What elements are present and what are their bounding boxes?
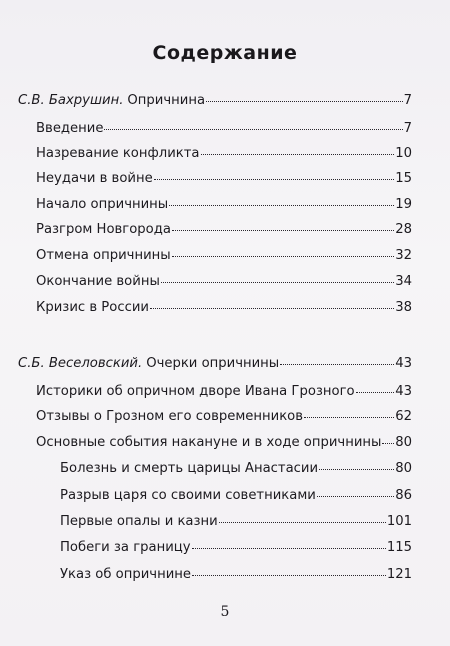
toc-entry <box>36 219 412 239</box>
toc-subentry <box>60 537 412 557</box>
toc-title: Назревание конфликта <box>36 146 200 161</box>
toc-title: Основные события накануне и в ходе опричнины <box>36 435 382 450</box>
toc-author: С.В. Бахрушин. <box>18 93 124 108</box>
dot-leader <box>172 219 394 233</box>
toc-title: Разрыв царя со своими советниками <box>60 488 316 503</box>
toc-title: Кризис в России <box>36 300 149 315</box>
toc-title: Болезнь и смерть царицы Анастасии <box>60 461 319 476</box>
toc-page-number: 7 <box>403 121 412 136</box>
toc-title: Побеги за границу <box>60 540 191 555</box>
toc-entry <box>36 194 412 214</box>
toc-page-number: 34 <box>395 274 412 289</box>
dot-leader <box>319 458 394 472</box>
toc-page-number: 121 <box>386 567 412 582</box>
toc-page-number: 32 <box>395 248 412 263</box>
toc-page-number: 15 <box>395 171 412 186</box>
toc-page-number: 28 <box>395 222 412 237</box>
toc-entry <box>36 168 412 188</box>
dot-leader <box>192 564 386 578</box>
toc-page-number: 19 <box>395 197 412 212</box>
toc-page-number: 86 <box>395 488 412 503</box>
toc-title: Окончание войны <box>36 274 160 289</box>
toc-entry <box>36 143 412 163</box>
toc-section-bakhrushin <box>18 90 412 110</box>
toc-subentry <box>60 458 412 478</box>
toc-section-veselovsky <box>18 353 412 373</box>
toc-page-number: 62 <box>395 409 412 424</box>
toc-title: Неудачи в войне <box>36 171 153 186</box>
dot-leader <box>169 194 394 208</box>
dot-leader <box>192 537 386 551</box>
dot-leader <box>219 511 386 525</box>
dot-leader <box>304 406 394 420</box>
dot-leader <box>280 353 394 367</box>
page-title: Содержание <box>152 42 298 64</box>
dot-leader <box>382 432 394 446</box>
toc-page-number: 7 <box>403 93 412 108</box>
toc-title: Первые опалы и казни <box>60 514 218 529</box>
toc-entry <box>36 432 412 452</box>
toc-page-number: 43 <box>395 384 412 399</box>
dot-leader <box>317 485 394 499</box>
dot-leader <box>154 168 395 182</box>
toc-page-number: 101 <box>386 514 412 529</box>
toc-title: Отмена опричнины <box>36 248 171 263</box>
dot-leader <box>201 143 395 157</box>
dot-leader <box>161 271 394 285</box>
toc-title: Опричнина <box>127 93 206 108</box>
toc-entry <box>36 271 412 291</box>
toc-entry <box>36 118 412 138</box>
dot-leader <box>104 118 402 132</box>
toc-title: Указ об опричнине <box>60 567 192 582</box>
toc-title: Отзывы о Грозном его современников <box>36 409 304 424</box>
toc-entry <box>36 245 412 265</box>
toc-entry <box>36 381 412 401</box>
toc-title: Разгром Новгорода <box>36 222 171 237</box>
toc-title: Историки об опричном дворе Ивана Грозного <box>36 384 355 399</box>
toc-title: Введение <box>36 121 104 136</box>
toc-page-number: 38 <box>395 300 412 315</box>
dot-leader <box>172 245 395 259</box>
toc-title: Начало опричнины <box>36 197 169 212</box>
toc-entry <box>36 297 412 317</box>
toc-author: С.Б. Веселовский. <box>18 356 143 371</box>
toc-page-number: 10 <box>395 146 412 161</box>
dot-leader <box>150 297 394 311</box>
dot-leader <box>206 90 403 104</box>
page-number: 5 <box>220 604 230 620</box>
toc-page-number: 80 <box>395 435 412 450</box>
toc-page-number: 43 <box>395 356 412 371</box>
dot-leader <box>356 381 395 395</box>
toc-title: Очерки опричнины <box>146 356 280 371</box>
toc-entry <box>36 406 412 426</box>
toc-subentry <box>60 564 412 584</box>
toc-page-number: 115 <box>386 540 412 555</box>
toc-subentry <box>60 511 412 531</box>
toc-page-number: 80 <box>395 461 412 476</box>
toc-subentry <box>60 485 412 505</box>
